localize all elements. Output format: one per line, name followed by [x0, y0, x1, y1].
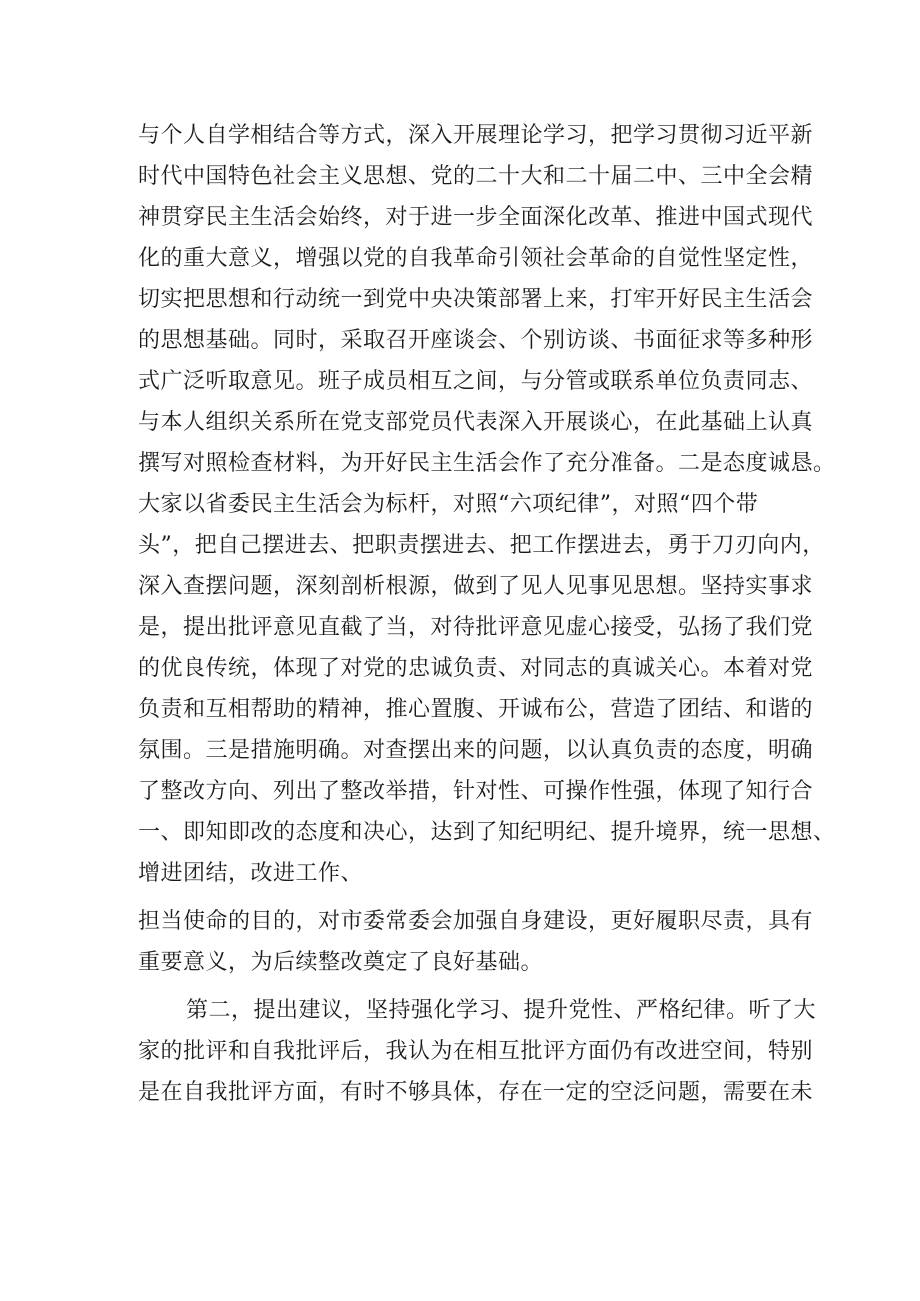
text-line: 切实把思想和行动统一到党中央决策部署上来，打牢开好民主生活会: [138, 287, 814, 312]
text-line: 撰写对照检查材料，为开好民主生活会作了充分准备。二是态度诚恳。: [138, 451, 836, 476]
text-line: 大家以省委民主生活会为标杆，对照“六项纪律”，对照“四个带: [138, 492, 759, 517]
text-line: 一、即知即改的态度和决心，达到了知纪明纪、提升境界，统一思想、: [138, 820, 836, 845]
text-line: 化的重大意义，增强以党的自我革命引领社会革命的自觉性坚定性，: [138, 246, 814, 271]
text-line: 时代中国特色社会主义思想、党的二十大和二十届二中、三中全会精: [138, 164, 814, 189]
text-line: 了整改方向、列出了整改举措，针对性、可操作性强，体现了知行合: [138, 779, 814, 804]
text-line: 重要意义，为后续整改奠定了良好基础。: [138, 950, 544, 975]
text-line: 神贯穿民主生活会始终，对于进一步全面深化改革、推进中国式现代: [138, 205, 814, 230]
text-line: 家的批评和自我批评后，我认为在相互批评方面仍有改进空间，特别: [138, 1039, 814, 1064]
text-line: 氛围。三是措施明确。对查摆出来的问题，以认真负责的态度，明确: [138, 738, 814, 763]
text-line: 头”，把自己摆进去、把职责摆进去、把工作摆进去，勇于刀刃向内，: [138, 533, 825, 558]
text-line: 是在自我批评方面，有时不够具体，存在一定的空泛问题，需要在未: [138, 1080, 814, 1105]
paragraph-start-line: 第二，提出建议，坚持强化学习、提升党性、严格纪律。听了大: [186, 998, 817, 1023]
text-line: 负责和互相帮助的精神，推心置腹、开诚布公，营造了团结、和谐的: [138, 697, 814, 722]
text-line: 式广泛听取意见。班子成员相互之间，与分管或联系单位负责同志、: [138, 369, 814, 394]
text-line: 与个人自学相结合等方式，深入开展理论学习，把学习贯彻习近平新: [138, 123, 814, 148]
text-line: 与本人组织关系所在党支部党员代表深入开展谈心，在此基础上认真: [138, 410, 814, 435]
text-line: 担当使命的目的，对市委常委会加强自身建设，更好履职尽责，具有: [138, 909, 814, 934]
text-line: 深入查摆问题，深刻剖析根源，做到了见人见事见思想。坚持实事求: [138, 574, 814, 599]
text-line: 增进团结，改进工作、: [138, 861, 364, 886]
text-line: 是，提出批评意见直截了当，对待批评意见虚心接受，弘扬了我们党: [138, 615, 814, 640]
text-line: 的思想基础。同时，采取召开座谈会、个别访谈、书面征求等多种形: [138, 328, 814, 353]
text-line: 的优良传统，体现了对党的忠诚负责、对同志的真诚关心。本着对党: [138, 656, 814, 681]
